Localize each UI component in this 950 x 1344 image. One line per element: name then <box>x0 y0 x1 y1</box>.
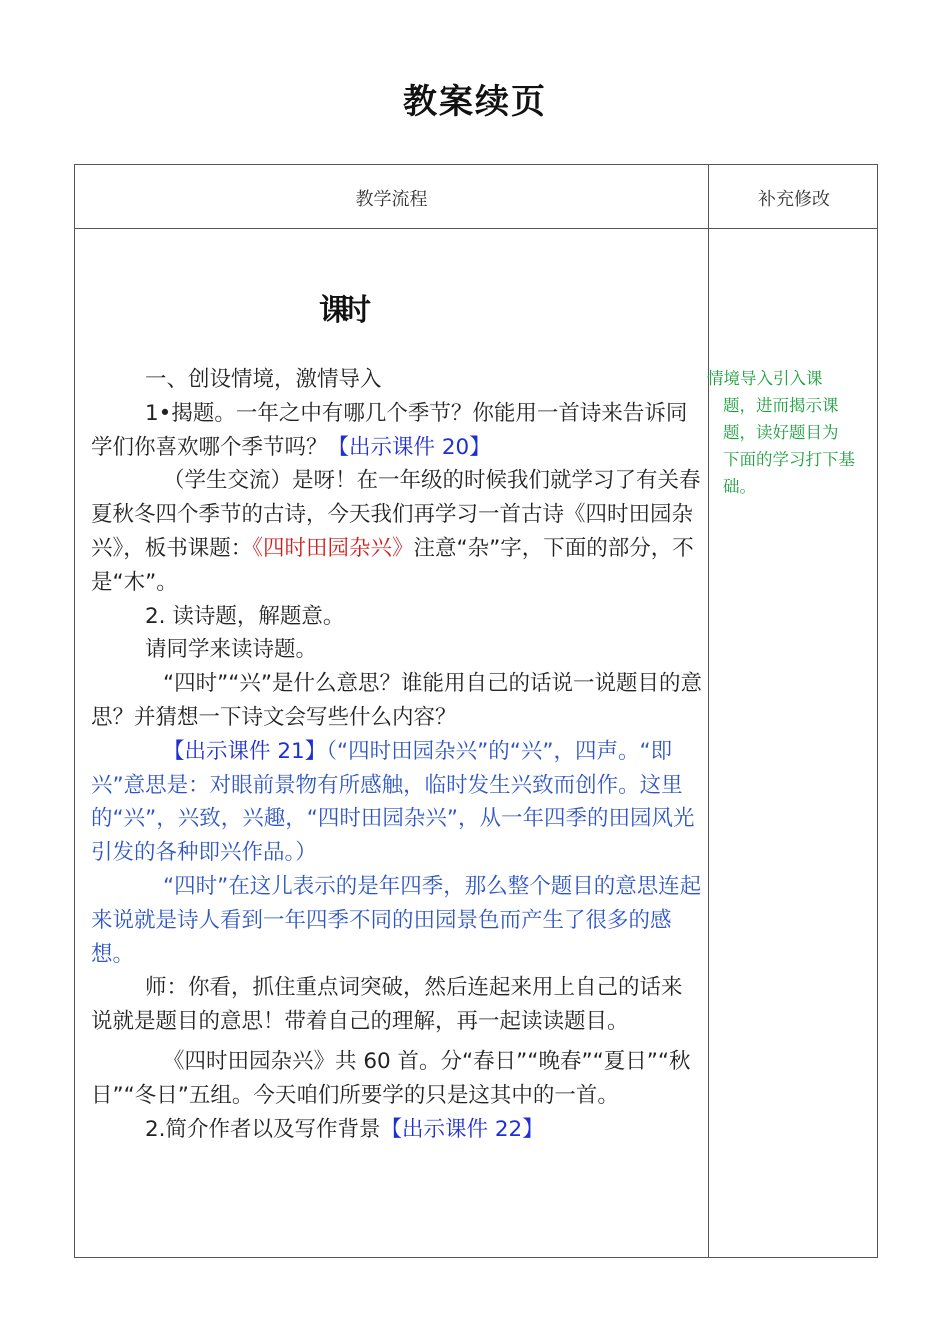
board-title: 《四时田园杂兴》 <box>252 535 414 561</box>
paragraph-author <box>91 1113 703 1147</box>
paragraph-meaning: “四时”在这儿表示的是年四季，那么整个题目的意思连起来说就是诗人看到一年四季不同的田园景色而产生了很多的感想。 <box>91 873 702 967</box>
paragraph-text: 注意“杂”字，下面的部分，不是“木”。 <box>91 535 694 595</box>
lesson-heading: 课时 <box>319 293 363 328</box>
column-divider <box>708 165 709 1257</box>
side-note-line: 情境导入引入课 <box>707 369 823 388</box>
courseware-tag: 【出示课件 22】 <box>380 1116 544 1142</box>
header-divider <box>75 228 877 229</box>
header-supplement: 补充修改 <box>758 189 830 210</box>
paragraph-explanation <box>91 735 703 870</box>
step-heading: 2. 读诗题，解题意。 <box>145 603 345 629</box>
paragraph-text: 2.简介作者以及写作背景 <box>145 1116 381 1142</box>
section-heading: 一、创设情境，激情导入 <box>145 367 382 392</box>
courseware-tag: 【出示课件 20】 <box>327 434 491 460</box>
paragraph-topic <box>91 397 703 465</box>
paragraph-text: （“四时田园杂兴”的“兴”，四声。“即兴”意思是：对眼前景物有所感触，临时发生兴致而创作。这里的“兴”，兴致，兴趣，“四时田园杂兴”，从一年四季的田园风光引发的各种即兴作品。） <box>91 738 695 866</box>
side-note-line: 题，读好题目为 <box>723 423 839 442</box>
paragraph-exchange <box>91 464 703 599</box>
paragraph-teacher: 师：你看，抓住重点词突破，然后连起来用上自己的话来说就是题目的意思！带着自己的理解，再一起读读题目。 <box>91 975 683 1035</box>
courseware-tag: 【出示课件 21】 <box>163 738 327 764</box>
paragraph: 请同学来读诗题。 <box>145 637 318 663</box>
lesson-table <box>74 164 878 1258</box>
side-note-line: 题，进而揭示课 <box>723 396 839 415</box>
paragraph-poem-info: 《四时田园杂兴》共 60 首。分“春日”“晚春”“夏日”“秋日”“冬日”五组。今天咱们所要学的只是这其中的一首。 <box>91 1048 691 1108</box>
paragraph-text: （学生交流）是呀！在一年级的时候我们就学习了有关春夏秋冬四个季节的古诗，今天我们再学习一首古诗《四时田园杂兴》，板书课题： <box>91 468 701 561</box>
side-note-line: 下面的学习打下基 <box>723 450 855 469</box>
side-note <box>707 365 877 500</box>
teaching-content <box>91 363 703 1146</box>
header-teaching-flow: 教学流程 <box>355 189 428 210</box>
side-note-line: 础。 <box>723 477 756 496</box>
paragraph-question: “四时”“兴”是什么意思？谁能用自己的话说一说题目的意思？并猜想一下诗文会写些什么内容？ <box>91 671 703 730</box>
paragraph-text: 1•揭题。一年之中有哪几个季节？你能用一首诗来告诉同学们你喜欢哪个季节吗？ <box>91 400 688 460</box>
page-title: 教案续页 <box>403 82 547 122</box>
